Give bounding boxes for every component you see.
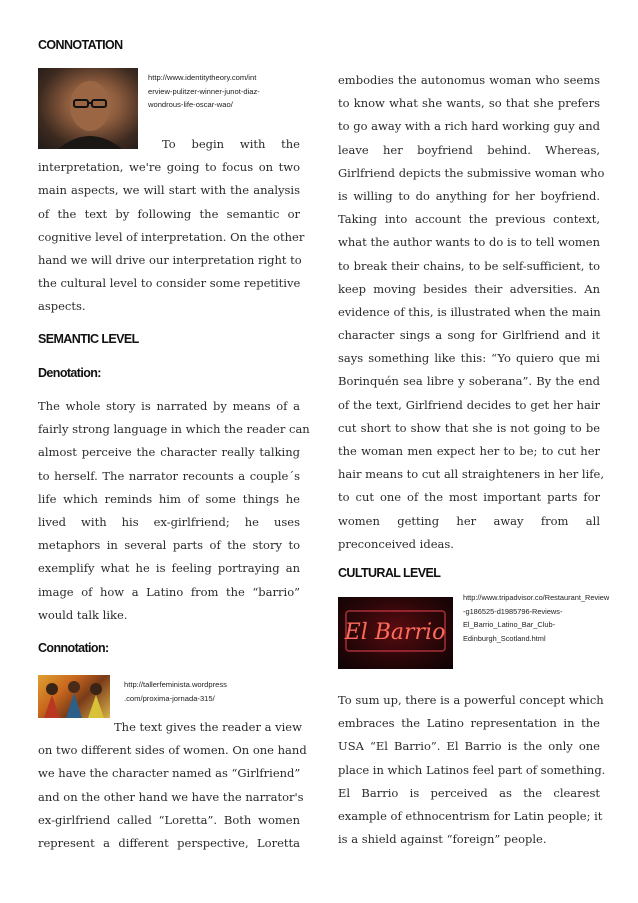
image-source-url-2[interactable]: http://tallerfeminista.wordpress .com/proxima-jornada-315/ bbox=[124, 680, 227, 703]
connotation-paragraph: The text gives the reader a view on two different sides of women. On one hand we have the character named as “Girlfriend” and on the other hand we have the narrator's ex-girlfriend called “Loretta”. Both women represent a different perspective, Loretta bbox=[38, 720, 307, 850]
neon-sign-icon bbox=[338, 597, 453, 669]
image-source-url-3[interactable]: http://www.tripadvisor.co/Restaurant_Review -g186525-d1985796-Reviews- El_Barrio_Latino_Bar_Club- Edinburgh_Scotland.html bbox=[463, 593, 610, 643]
intro-paragraph: To begin with the interpretation, we're going to focus on two main aspects, we will start with the analysis of the text by following the semantic or cognitive level of interpretation. On the other hand we will drive our interpretation right to the cultural level to consider some repetitive aspects. bbox=[38, 137, 305, 314]
heading-denotation: Denotation: bbox=[38, 366, 101, 380]
svg-text:El Barrio: El Barrio bbox=[344, 620, 446, 645]
el-barrio-sign-image bbox=[338, 597, 453, 669]
heading-connotation: CONNOTATION bbox=[38, 38, 123, 52]
right-body-paragraph: embodies the autonomus woman who seems to know what she wants, so that she prefers to go away with a rich hard working guy and leave her boyfriend behind. Whereas, Girlfriend depicts the submissive woman who is willing to do anything for her boyfriend. Taking into account the previous context, what the author wants to do is to tell women to break their chains, to be self-sufficient, to keep moving besides their adversities. An evidence of this, is illustrated when the main character sings a song for Girlfriend and it says something like this: “Yo quiero que mi Borinquén sea libre y soberana”. By the end of the text, Girlfriend decides to get her hair cut short to show that she is not going to be the woman men expect her to be; to cut her hair means to cut all straighteners in her life, to cut one of the most important parts for women getting her away from all preconceived ideas. bbox=[338, 73, 605, 551]
cultural-paragraph: To sum up, there is a powerful concept which embraces the Latino representation in the USA “El Barrio”. El Barrio is the only one place in which Latinos feel part of something. El Barrio is perceived as the clearest example of ethnocentrism for Latin people; it is a shield against “foreign” people. bbox=[338, 693, 606, 847]
heading-cultural-level: CULTURAL LEVEL bbox=[338, 566, 441, 580]
heading-semantic-level: SEMANTIC LEVEL bbox=[38, 332, 139, 346]
artwork-image-icon bbox=[38, 675, 110, 718]
denotation-paragraph: The whole story is narrated by means of a fairly strong language in which the reader can almost perceive the character really talking to herself. The narrator recounts a couple´s life which reminds him of some things he lived with his ex-girlfriend; he uses metaphors in several parts of the story to exemplify what he is feeling portraying an image of how a Latino from the “barrio” would talk like. bbox=[38, 399, 310, 622]
image-source-url-1[interactable]: http://www.identitytheory.com/int erview-pulitzer-winner-junot-diaz- wondrous-life-oscar-wao/ bbox=[148, 73, 260, 109]
heading-connotation-sub: Connotation: bbox=[38, 641, 109, 655]
feminist-art-image bbox=[38, 675, 110, 718]
